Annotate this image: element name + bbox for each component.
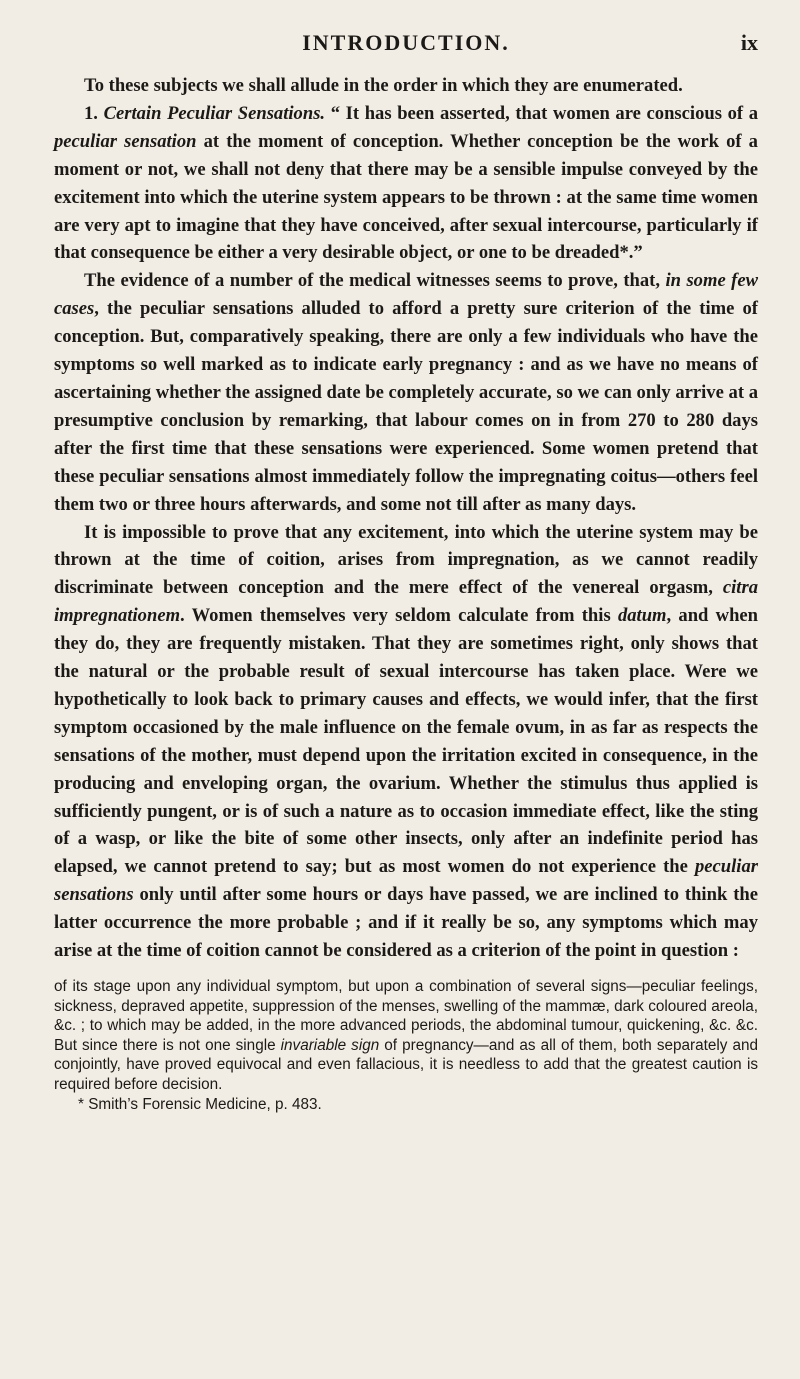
footnote-emphasis: invariable sign — [280, 1036, 380, 1054]
section-emphasis: peculiar sensation — [54, 130, 197, 152]
footnote-reference: * Smith’s Forensic Medicine, p. 483. — [78, 1095, 322, 1113]
paragraph-intro-text: To these subjects we shall allude in the order in which they are enumerated. — [84, 75, 683, 96]
evidence-text-a: The evidence of a number of the medical witnesses seems to prove, that, — [84, 270, 666, 292]
running-head — [54, 30, 758, 60]
impossible-text-c: , and when they do, they are frequently mistaken. That they are sometimes right, only shows that the natural or the probable result of sexual intercourse has taken place. Were we hypothetically to look back to primary causes and effects, we would infer, that the first symptom occasioned by the male influence on the female ovum, in as far as respects the sensations of the mother, must depend upon the irritation excited in consequence, in the producing and enveloping organ, the ovarium. Whether the stimulus thus applied is sufficiently pungent, or is of such a nature as to occasion immediate effect, like the sting of a wasp, or like the bite of some other insects, only after an indefinite period has elapsed, we cannot pretend to say; but as most women do not experience the — [54, 605, 758, 878]
evidence-emphasis: in some few cases — [54, 270, 758, 320]
paragraph-intro — [54, 72, 758, 100]
impossible-emphasis-1: citra impregnationem — [54, 577, 758, 627]
section-number: 1. — [84, 102, 104, 124]
section-heading: Certain Peculiar Sensations. — [103, 102, 326, 124]
paragraph-section-1 — [54, 100, 758, 267]
section-text-b: at the moment of conception. Whether conception be the work of a moment or not, we shall not deny that there may be a sensible impulse conveyed by the excitement into which the uterine system appears to be thrown : at the same time women are very apt to imagine that they have conceived, after sexual intercourse, particularly if that consequence be either a very desirable object, or one to be dreaded*.” — [54, 130, 758, 264]
section-text-a: “ It has been asserted, that women are conscious of a — [325, 102, 758, 124]
page-number: ix — [740, 30, 758, 55]
impossible-emphasis-3: peculiar sensations — [54, 856, 758, 906]
paragraph-evidence — [54, 267, 758, 518]
impossible-emphasis-2: datum — [617, 605, 667, 627]
footnote-continuation — [54, 977, 758, 1095]
impossible-text-d: only until after some hours or days have passed, we are inclined to think the latter occurrence the more probable ; and if it really be so, any symptoms which may arise at the time of coition cannot be considered as a criterion of the point in question : — [54, 884, 758, 962]
running-head-title: INTRODUCTION. — [302, 30, 510, 55]
footnote — [54, 977, 758, 1114]
body-text — [54, 72, 758, 965]
paragraph-impossible — [54, 519, 758, 966]
footnote-text-a: of its stage upon any individual symptom, but upon a combination of several signs—peculiar feelings, sickness, depraved appetite, suppression of the menses, swelling of the mammæ, dark coloured areola, &c. ; to which may be added, in the more advanced periods, the abdominal tumour, quickening, &c. &c. But since there is not one single — [54, 978, 758, 1054]
footnote-text-b: of pregnancy—and as all of them, both separately and conjointly, have proved equivocal and even fallacious, it is needless to add that the greatest caution is required before decision. — [54, 1036, 759, 1093]
impossible-text-a: It is impossible to prove that any excitement, into which the uterine system may be thrown at the time of coition, arises from impregnation, as we cannot readily discriminate between conception and the mere effect of the venereal orgasm, — [54, 521, 758, 599]
evidence-text-b: , the peculiar sensations alluded to afford a pretty sure criterion of the time of conception. But, comparatively speaking, there are only a few individuals who have the symptoms so well marked as to indicate early pregnancy : and as we have no means of ascertaining whether the assigned date be completely accurate, so we can only arrive at a presumptive conclusion by remarking, that labour comes on in from 270 to 280 days after the first time that these sensations were experienced. Some women pretend that these peculiar sensations almost immediately follow the impregnating coitus—others feel them two or three hours afterwards, and some not till after as many days. — [54, 298, 758, 515]
impossible-text-b: . Women themselves very seldom calculate from this — [180, 605, 618, 627]
